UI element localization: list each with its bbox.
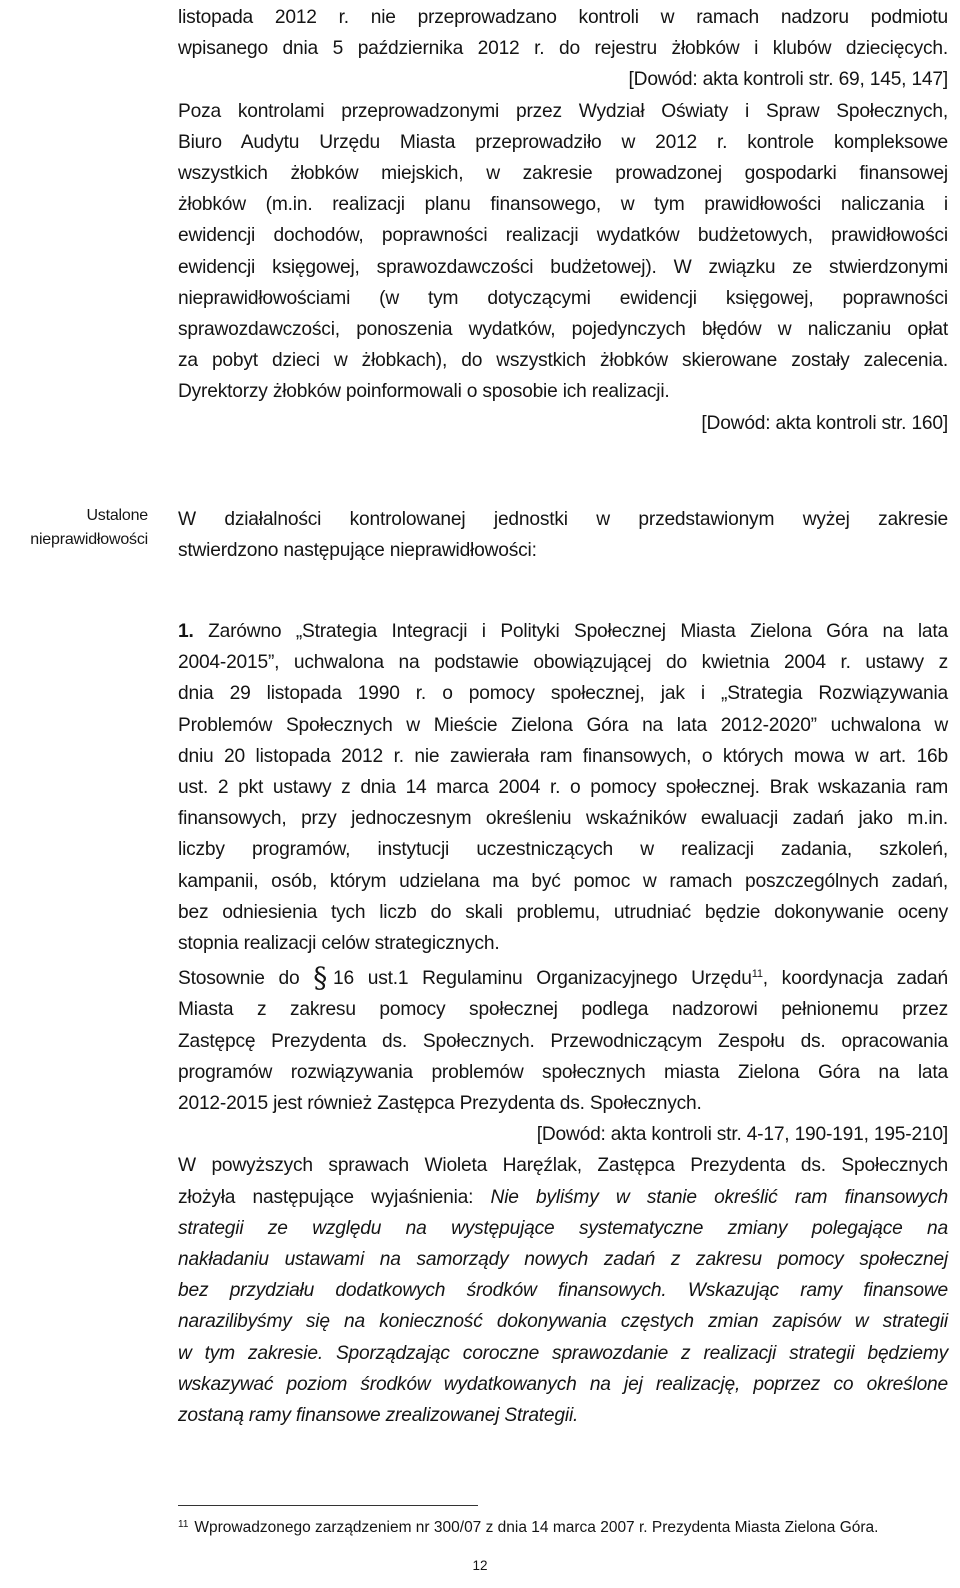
text-line: Miasta z zakresu pomocy społecznej podlega nadzorowi pełnionemu przez (178, 999, 948, 1021)
text-line: listopada 2012 r. nie przeprowadzano kontroli w ramach nadzoru podmiotu (178, 7, 948, 28)
item-number: 1. (178, 621, 194, 642)
footnote-separator (178, 1505, 478, 1506)
margin-label-line: Ustalone (86, 507, 148, 524)
text-line: nieprawidłowościami (w tym dotyczącymi ewidencji księgowej, poprawności (178, 287, 948, 309)
footnote (178, 1514, 948, 1539)
margin-label-line: nieprawidłowości (30, 531, 148, 548)
text-line: Dyrektorzy żłobków poinformowali o sposobie ich realizacji. (178, 381, 670, 403)
findings-intro (178, 504, 948, 566)
text-line: dnia 29 listopada 1990 r. o pomocy społecznej, jak i „Strategia Rozwiązywania (178, 683, 948, 705)
text-line: ewidencji księgowej, sprawozdawczości budżetowej). W związku ze stwierdzonymi (178, 256, 948, 278)
text-line: W powyższych sprawach Wioleta Haręźlak, Zastępca Prezydenta ds. Społecznych (178, 1155, 948, 1177)
text-line: 2004-2015”, uchwalona na podstawie obowiązującej do kwietnia 2004 r. ustawy z (178, 652, 948, 674)
text-line: Zastępcę Prezydenta ds. Społecznych. Przewodniczącym Zespołu ds. opracowania (178, 1030, 948, 1052)
quoted-explanation-line: wskazywać poziom środków wydatkowanych na jej realizację, poprzez co określone (178, 1373, 948, 1395)
quoted-explanation-line: nakładaniu ustawami na samorządy nowych zadań z zakresu pomocy społecznej (178, 1249, 948, 1271)
text-line: żłobków (m.in. realizacji planu finansowego, w tym prawidłowości naliczania i (178, 194, 948, 216)
quoted-explanation-line: w tym zakresie. Sporządzając coroczne sprawozdanie z realizacji strategii będziemy (178, 1342, 948, 1364)
text-line: za pobyt dzieci w żłobkach), do wszystkich żłobków skierowane zostały zalecenia. (178, 350, 948, 372)
text-line: wpisanego dnia 5 października 2012 r. do rejestru żłobków i klubów dziecięcych. (178, 38, 948, 60)
section-sign: § (313, 961, 328, 995)
footnote-reference[interactable]: 11 (751, 968, 763, 981)
finding-1 (178, 616, 948, 1431)
text-line: stopnia realizacji celów strategicznych. (178, 933, 500, 955)
text-line: ewidencji dochodów, poprawności realizacji wydatków budżetowych, prawidłowości (178, 225, 948, 247)
quoted-explanation-line: narazilibyśmy się na konieczność dokonywania częstych zmian zapisów w strategii (178, 1311, 948, 1333)
text-line: Biuro Audytu Urzędu Miasta przeprowadziło w 2012 r. kontrole kompleksowe (178, 131, 948, 153)
text-line: 2012-2015 jest również Zastępca Prezydenta ds. Społecznych. (178, 1093, 702, 1115)
text-line: stwierdzono następujące nieprawidłowości: (178, 540, 537, 562)
text-line: programów rozwiązywania problemów społecznych miasta Zielona Góra na lata (178, 1061, 948, 1083)
text-line: bez odniesienia tych liczb do skali problemu, utrudniać będzie dokonywanie oceny (178, 901, 948, 923)
quoted-explanation-line: zostaną ramy finansowe zrealizowanej Strategii. (178, 1405, 579, 1427)
evidence-reference: [Dowód: akta kontroli str. 160] (701, 412, 948, 434)
text-line: sprawozdawczości, ponoszenia wydatków, pojedynczych błędów w naliczaniu opłat (178, 319, 948, 341)
footnote-text: Wprowadzonego zarządzeniem nr 300/07 z dnia 14 marca 2007 r. Prezydenta Miasta Zielona Góra. (194, 1519, 879, 1536)
margin-label (0, 504, 148, 552)
text-line: złożyła następujące wyjaśnienia: Nie byliśmy w stanie określić ram finansowych (178, 1186, 949, 1208)
evidence-reference: [Dowód: akta kontroli str. 4-17, 190-191, 195-210] (536, 1124, 948, 1146)
text-line: Poza kontrolami przeprowadzonymi przez Wydział Oświaty i Spraw Społecznych, (178, 100, 948, 122)
footnote-number: 11 (178, 1519, 189, 1530)
quoted-explanation-line: strategii ze względu na występujące systematyczne zmiany polegające na (178, 1217, 948, 1239)
quoted-explanation-line: bez przydziału dodatkowych środków finansowych. Wskazując ramy finansowe (178, 1280, 948, 1302)
text-line: ust. 2 pkt ustawy z dnia 14 marca 2004 r. o pomocy społecznej. Brak wskazania ram (178, 777, 948, 799)
text-line: liczby programów, instytucji uczestniczących w realizacji zadania, szkoleń, (178, 839, 948, 861)
text-line: wszystkich żłobków miejskich, w zakresie prowadzonej gospodarki finansowej (178, 163, 948, 185)
text-line: dniu 20 listopada 2012 r. nie zawierała ram finansowych, o których mowa w art. 16b (178, 745, 948, 767)
evidence-reference: [Dowód: akta kontroli str. 69, 145, 147] (628, 69, 948, 91)
continued-paragraph (178, 2, 948, 439)
text-line: Stosownie do § 16 ust.1 Regulaminu Organizacyjnego Urzędu$^{11}$, koordynacja zadań (178, 961, 948, 995)
page-number: 12 (472, 1558, 488, 1573)
text-line: W działalności kontrolowanej jednostki w przedstawionym wyżej zakresie (178, 509, 948, 530)
text-line: Problemów Społecznych w Mieście Zielona Góra na lata 2012-2020” uchwalona w (178, 714, 948, 736)
text-line: finansowych, przy jednoczesnym określeniu wskaźników ewaluacji zadań jako m.in. (178, 808, 948, 830)
text-line: kampanii, osób, którym udzielana ma być pomoc w ramach poszczególnych zadań, (178, 870, 948, 892)
text-line: 1. Zarówno „Strategia Integracji i Polityki Społecznej Miasta Zielona Góra na lata (178, 621, 948, 642)
